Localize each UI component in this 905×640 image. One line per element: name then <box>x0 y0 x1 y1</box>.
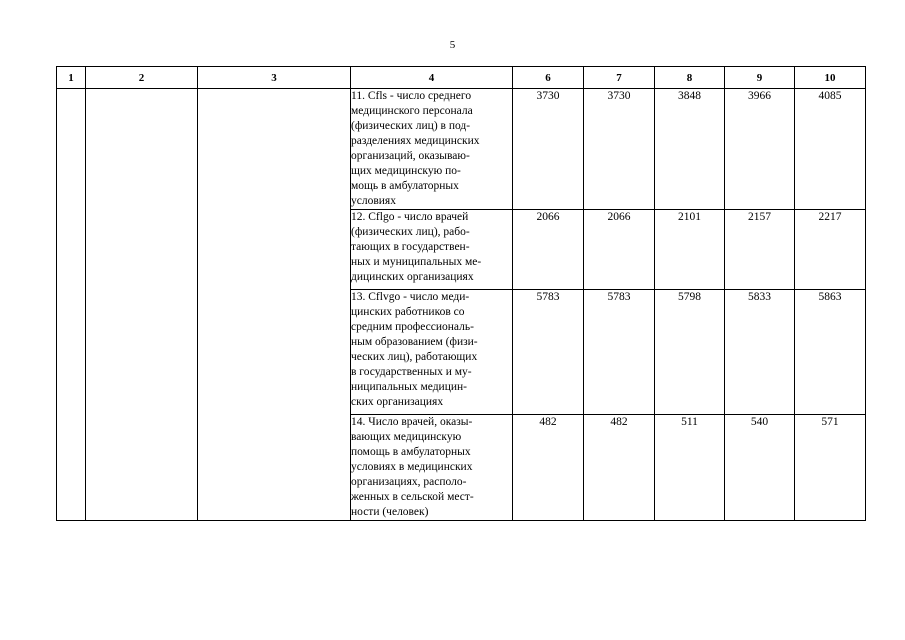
value-cell: 2066 <box>584 210 655 290</box>
value-cell: 511 <box>655 415 725 521</box>
column-header: 8 <box>655 67 725 89</box>
indicator-line: разделениях медицинских <box>351 135 480 147</box>
indicator-line: ниципальных медицин- <box>351 381 467 393</box>
value-cell: 3730 <box>513 89 584 210</box>
indicator-line: условиях <box>351 195 396 207</box>
value-cell: 540 <box>725 415 795 521</box>
value-cell: 2157 <box>725 210 795 290</box>
value-cell: 5783 <box>584 290 655 415</box>
indicator-line: ческих лиц), работающих <box>351 351 478 363</box>
value-cell: 3730 <box>584 89 655 210</box>
column-header: 10 <box>795 67 866 89</box>
value-cell: 5863 <box>795 290 866 415</box>
value-cell: 2101 <box>655 210 725 290</box>
indicator-line: цинских работников со <box>351 306 465 318</box>
indicator-line: организациях, располо- <box>351 476 467 488</box>
indicator-line: ских организациях <box>351 396 444 408</box>
indicators-table <box>56 66 866 521</box>
value-cell: 5833 <box>725 290 795 415</box>
empty-cell-col3 <box>198 89 351 521</box>
indicator-line: щих медицинскую по- <box>351 165 461 177</box>
indicator-line: тающих в государствен- <box>351 241 470 253</box>
value-cell: 482 <box>513 415 584 521</box>
indicator-description <box>351 290 513 415</box>
column-header: 2 <box>86 67 198 89</box>
indicator-line: вающих медицинскую <box>351 431 462 443</box>
indicator-line: (физических лиц) в под- <box>351 120 471 132</box>
column-header: 3 <box>198 67 351 89</box>
value-cell: 4085 <box>795 89 866 210</box>
value-cell: 3966 <box>725 89 795 210</box>
indicator-line: 12. Cflgo - число врачей <box>351 211 469 223</box>
indicator-line: ных и муниципальных ме- <box>351 256 482 268</box>
indicator-line: 14. Число врачей, оказы- <box>351 416 473 428</box>
indicator-description <box>351 89 513 210</box>
column-header: 6 <box>513 67 584 89</box>
indicator-line: ным образованием (физи- <box>351 336 478 348</box>
indicator-line: женных в сельской мест- <box>351 491 474 503</box>
empty-cell-col2 <box>86 89 198 521</box>
value-cell: 2066 <box>513 210 584 290</box>
indicator-line: ности (человек) <box>351 506 429 518</box>
indicator-line: 13. Cflvgo - число меди- <box>351 291 470 303</box>
value-cell: 5783 <box>513 290 584 415</box>
indicator-line: 11. Cfls - число среднего <box>351 90 472 102</box>
value-cell: 571 <box>795 415 866 521</box>
column-header: 4 <box>351 67 513 89</box>
column-header: 7 <box>584 67 655 89</box>
indicator-line: дицинских организациях <box>351 271 474 283</box>
table-row <box>57 89 866 210</box>
indicator-line: мощь в амбулаторных <box>351 180 459 192</box>
value-cell: 2217 <box>795 210 866 290</box>
indicator-line: в государственных и му- <box>351 366 472 378</box>
indicator-line: медицинского персонала <box>351 105 473 117</box>
indicator-line: средним профессиональ- <box>351 321 474 333</box>
value-cell: 3848 <box>655 89 725 210</box>
header-row <box>57 67 866 89</box>
indicator-line: помощь в амбулаторных <box>351 446 471 458</box>
column-header: 1 <box>57 67 86 89</box>
indicator-line: (физических лиц), рабо- <box>351 226 470 238</box>
indicator-description <box>351 415 513 521</box>
value-cell: 5798 <box>655 290 725 415</box>
page-number: 5 <box>449 39 456 51</box>
indicator-line: организаций, оказываю- <box>351 150 470 162</box>
indicator-description <box>351 210 513 290</box>
indicator-line: условиях в медицинских <box>351 461 473 473</box>
value-cell: 482 <box>584 415 655 521</box>
column-header: 9 <box>725 67 795 89</box>
empty-cell-col1 <box>57 89 86 521</box>
